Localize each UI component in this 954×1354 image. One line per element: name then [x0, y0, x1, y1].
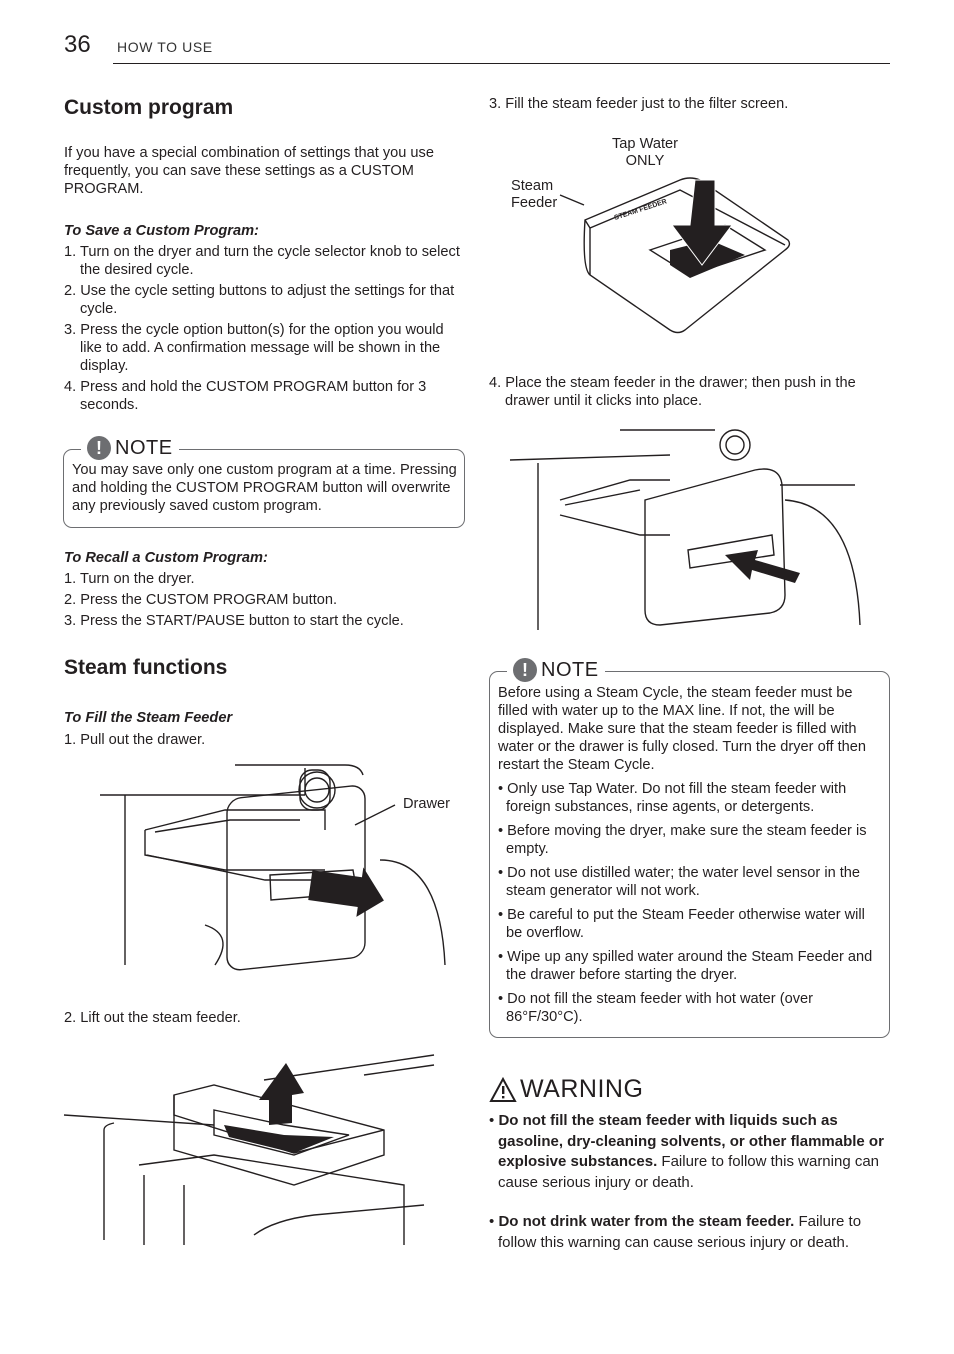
list-item: • Do not fill the steam feeder with hot water (over 86°F/30°C). [498, 991, 813, 1025]
bullet: • [489, 1213, 495, 1230]
list-item: 1. Turn on the dryer and turn the cycle selector knob to select the desired cycle. [64, 244, 460, 278]
page-number: 36 [64, 31, 91, 58]
warning-normal: Failure to follow this warning can cause serious injury or death. [498, 1213, 862, 1251]
steam-feeder-line2: Feeder [511, 195, 558, 211]
list-item: • Wipe up any spilled water around the Steam Feeder and the drawer before starting the dryer. [498, 949, 873, 983]
steam-note-text: Before using a Steam Cycle, the steam feeder must be filled with water up to the MAX line. If not, the will be displayed. Make sure that the steam feeder is filled with water or the drawer is fully closed. Turn the dryer off then restart the Steam Cycle. [498, 685, 866, 773]
tap-water-label [610, 136, 680, 170]
steam-feeder-line1: Steam [511, 178, 554, 194]
bullet: • [489, 1112, 495, 1129]
list-item: • Be careful to put the Steam Feeder otherwise water will be overflow. [498, 907, 865, 941]
note-title: NOTE [115, 436, 173, 459]
place-feeder-illustration [510, 425, 870, 630]
drawer-label: Drawer [403, 796, 451, 812]
tap-water-line1: Tap Water [612, 136, 678, 152]
section-label: HOW TO USE [117, 39, 213, 55]
list-item: 1. Turn on the dryer. [64, 571, 195, 587]
exclamation-icon: ! [513, 658, 537, 682]
note-title: NOTE [541, 658, 599, 681]
save-steps [64, 243, 468, 417]
list-item [489, 1212, 892, 1253]
recall-heading: To Recall a Custom Program: [64, 550, 268, 566]
custom-program-intro: If you have a special combination of settings that you use frequently, you can save these settings as a CUSTOM PROGRAM. [64, 145, 434, 197]
list-item: 3. Press the cycle option button(s) for the option you would like to add. A confirmation message will be shown in the display. [64, 322, 444, 374]
warning-list [489, 1111, 892, 1272]
pull-drawer-illustration [95, 760, 465, 970]
steam-feeder-label [511, 178, 557, 212]
list-item: • Do not use distilled water; the water level sensor in the steam generator will not work. [498, 865, 861, 899]
step-1: 1. Pull out the drawer. [64, 732, 206, 748]
feeder-embossed-text: STEAM FEEDER [613, 198, 668, 222]
warning-normal: Failure to follow this warning can cause serious injury or death. [498, 1153, 880, 1191]
steam-functions-title: Steam functions [64, 656, 228, 679]
recall-steps [64, 570, 468, 633]
step-3: 3. Fill the steam feeder just to the filter screen. [489, 96, 789, 112]
steam-note-bullets [498, 780, 883, 1032]
lift-feeder-illustration [64, 1055, 434, 1245]
list-item: 2. Press the CUSTOM PROGRAM button. [64, 592, 338, 608]
note-text: You may save only one custom program at a time. Pressing and holding the CUSTOM PROGRAM button will overwrite any previously saved custom program. [72, 462, 457, 514]
header-rule [113, 63, 890, 64]
list-item: • Only use Tap Water. Do not fill the steam feeder with foreign substances, rinse agents, or detergents. [498, 781, 847, 815]
fill-feeder-illustration [560, 170, 800, 340]
list-item [489, 1111, 892, 1193]
step-4: 4. Place the steam feeder in the drawer; then push in the drawer until it clicks into place. [489, 375, 856, 409]
list-item: • Before moving the dryer, make sure the steam feeder is empty. [498, 823, 867, 857]
fill-heading: To Fill the Steam Feeder [64, 710, 233, 726]
custom-program-title: Custom program [64, 96, 234, 119]
warning-header [490, 1075, 643, 1104]
list-item: 3. Press the START/PAUSE button to start the cycle. [64, 613, 404, 629]
warning-bold: Do not drink water from the steam feeder. [498, 1213, 795, 1230]
save-heading: To Save a Custom Program: [64, 223, 259, 239]
note-header [81, 435, 179, 461]
warning-bold: Do not fill the steam feeder with liquids such as gasoline, dry-cleaning solvents, or other flammable or explosive substances. [498, 1112, 884, 1170]
warning-title: WARNING [520, 1075, 644, 1103]
warning-triangle-icon [490, 1078, 516, 1102]
note-header [507, 657, 605, 683]
step-2: 2. Lift out the steam feeder. [64, 1010, 241, 1026]
list-item: 4. Press and hold the CUSTOM PROGRAM button for 3 seconds. [64, 379, 427, 413]
list-item: 2. Use the cycle setting buttons to adjust the settings for that cycle. [64, 283, 455, 317]
exclamation-icon: ! [87, 436, 111, 460]
tap-water-line2: ONLY [625, 153, 665, 169]
